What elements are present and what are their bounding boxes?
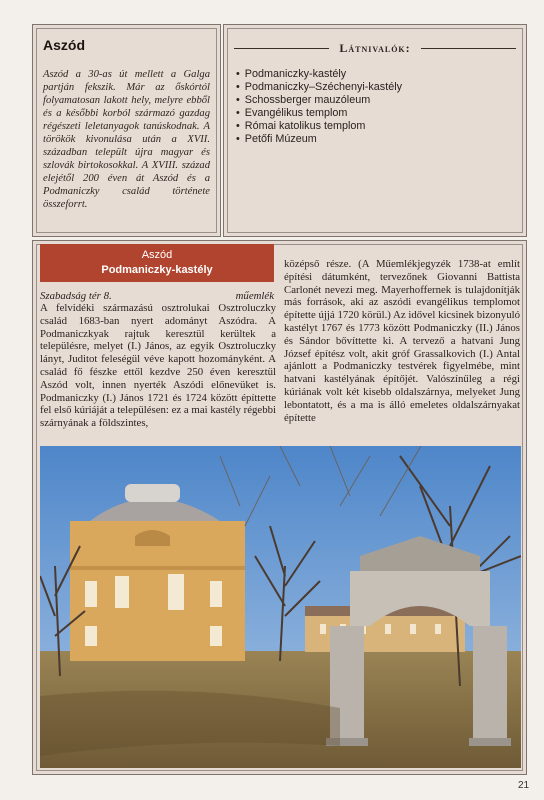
title-rule-right: [421, 48, 516, 49]
sights-title: Látnivalók:: [339, 40, 411, 55]
castle-photo-illustration: [40, 446, 521, 768]
section-heading: [40, 244, 274, 282]
town-title: Aszód: [43, 37, 85, 53]
intro-box: [32, 24, 221, 237]
sights-box: [223, 24, 527, 237]
castle-photo: [40, 446, 521, 768]
town-intro-text: Aszód a 30-as út mellett a Galga partján fekszik. Már az őskórtól folyamatosan lakott hely, melyre ebből és a későbbi korból származó gazdag régészeti leletanyagok tanúskodnak. A törökök kivonulása után a XVII. században települt újra magyar és szlovák birtokosokkal. A XVIII. század elejétől 200 éven át Aszód és a Podmaniczky család története összeforrt.: [43, 69, 210, 210]
sight-item: • Petőfi Múzeum: [236, 133, 402, 146]
section-heading-town: Aszód: [141, 249, 173, 261]
address-row: [40, 290, 274, 302]
sight-item: • Schossberger mauzóleum: [236, 94, 402, 107]
sight-item: • Podmaniczky-kastély: [236, 68, 402, 81]
sights-list: [236, 68, 402, 146]
page-number: 21: [518, 780, 530, 791]
sights-title-row: [234, 41, 516, 55]
sight-item: • Evangélikus templom: [236, 107, 402, 120]
monument-status: műemlék: [235, 290, 274, 302]
article-column-right: középső része. (A Műemlékjegyzék 1738-at említ építési dátumként, tervezőnek Giovanni Battista Carlonét nevezi meg. Mayerhoffernek is tulajdonítják más források, aki az aszódi evangélikus templomot építette újjá 1720 körül.) Az idővel kicsinek bizonyuló kastélyt 1767 és 1773 között Podmaniczky (II.) János és Sándor bővíttette ki. A tervező a hatvani Jung József építész volt, akit gróf Grassalkovich (I.) Antal ajánlott a Podmaniczky testvérek figyelmébe, mint hatvani kastélyának építőjét. Valószínűleg a régi kúriának volt két kisebb oldalszárnya, melyeket Jung lebontatott, és a ma is álló emeletes oldalszárnyakat építette: [284, 258, 520, 424]
sight-item: • Római katolikus templom: [236, 120, 402, 133]
address: Szabadság tér 8.: [40, 290, 112, 302]
title-rule-left: [234, 48, 329, 49]
article-column-left: A felvidéki származású osztrolukai Osztroluczky család 1683-ban nyert adományt Aszódra. A Podmaniczkyak rajtuk keresztül kerültek a településre, melyet (I.) János, az egyik Osztroluczky lányt, Juditot feleségül véve kapott hozományként. A család fő fészke ettől kezdve 250 éven keresztül Aszód volt, innen nyerték Aszódi előnevüket is. Podmaniczky (I.) János 1721 és 1724 között építtette fel első kúriáját a településen: ez a mai kastély régebbi szárnyának a földszintes,: [40, 302, 276, 430]
section-heading-title: Podmaniczky-kastély: [101, 264, 213, 276]
sight-item: • Podmaniczky–Széchenyi-kastély: [236, 81, 402, 94]
